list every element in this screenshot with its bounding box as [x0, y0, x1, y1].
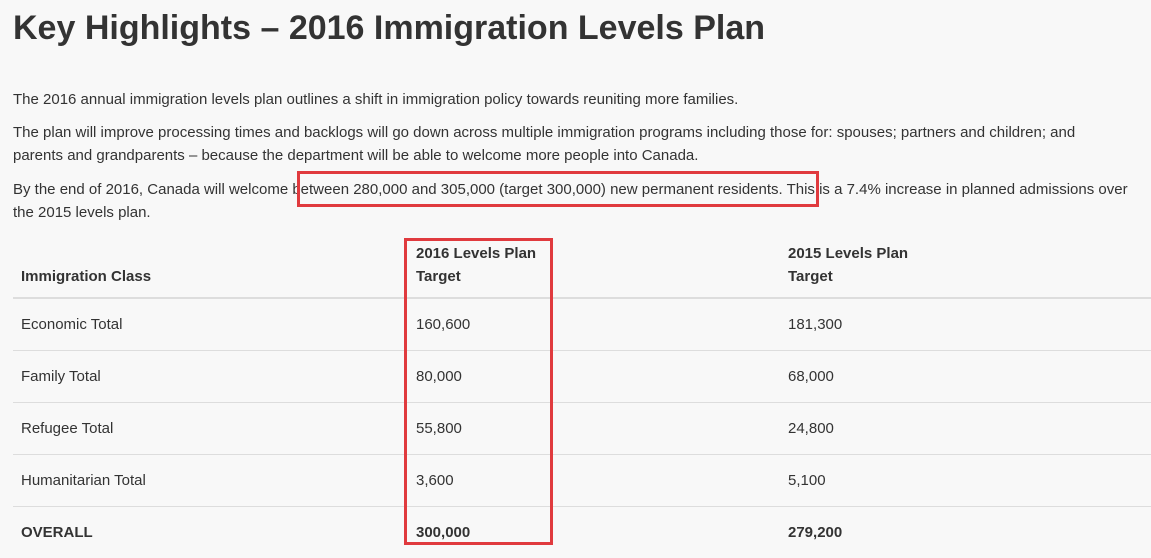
header-immigration-class: Immigration Class — [13, 237, 408, 298]
value-2016-cell: 80,000 — [408, 351, 780, 403]
table-row — [13, 351, 1151, 403]
highlight-box-target-range — [297, 171, 819, 207]
value-2016-cell: 160,600 — [408, 298, 780, 351]
table-row — [13, 298, 1151, 351]
value-2016-cell: 55,800 — [408, 403, 780, 455]
page-title: Key Highlights – 2016 Immigration Levels Plan — [13, 8, 765, 48]
header-2015-target: 2015 Levels Plan Target — [780, 237, 1151, 298]
table-row — [13, 403, 1151, 455]
table-row — [13, 455, 1151, 507]
class-cell: Family Total — [13, 351, 408, 403]
value-2015-cell: 68,000 — [780, 351, 1151, 403]
table-row-overall — [13, 507, 1151, 558]
class-cell: OVERALL — [13, 507, 408, 558]
levels-table — [13, 237, 1151, 558]
value-2016-cell: 300,000 — [408, 507, 780, 558]
target-paragraph: By the end of 2016, Canada will welcome between 280,000 and 305,000 (target 300,000) new permanent residents. This is a 7.4% increase in planned admissions over the 2015 levels plan. — [13, 178, 1143, 224]
table-header-row — [13, 237, 1151, 298]
processing-paragraph: The plan will improve processing times and backlogs will go down across multiple immigration programs including those for: spouses; partners and children; and parents and grandparents – because the department will be able to welcome more people into Canada. — [13, 121, 1123, 167]
class-cell: Humanitarian Total — [13, 455, 408, 507]
highlight-box-2016-column — [404, 238, 553, 545]
value-2015-cell: 279,200 — [780, 507, 1151, 558]
value-2015-cell: 5,100 — [780, 455, 1151, 507]
value-2016-cell: 3,600 — [408, 455, 780, 507]
value-2015-cell: 181,300 — [780, 298, 1151, 351]
class-cell: Refugee Total — [13, 403, 408, 455]
intro-paragraph: The 2016 annual immigration levels plan outlines a shift in immigration policy towards reuniting more families. — [13, 88, 1143, 111]
value-2015-cell: 24,800 — [780, 403, 1151, 455]
class-cell: Economic Total — [13, 298, 408, 351]
header-2016-target: 2016 Levels Plan Target — [408, 237, 780, 298]
